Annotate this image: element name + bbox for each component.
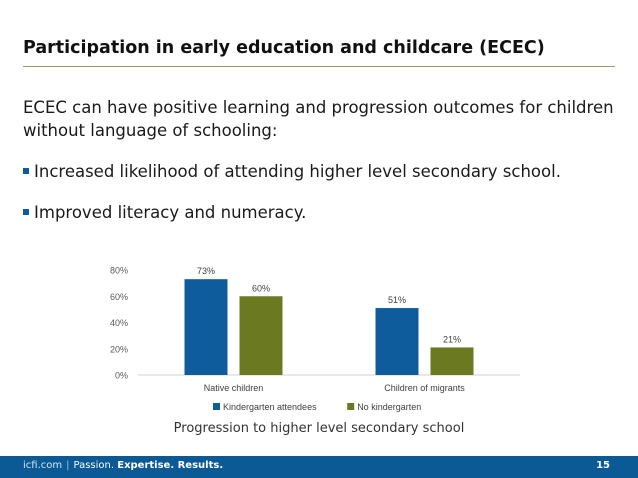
bar-value-label: 21% xyxy=(442,334,462,345)
legend-swatch xyxy=(347,403,354,410)
y-tick-label: 80% xyxy=(109,265,128,276)
slide-title: Participation in early education and childcare (ECEC) xyxy=(23,38,545,58)
bar xyxy=(185,279,228,375)
footer-bar xyxy=(0,456,638,478)
bar-chart xyxy=(0,255,638,420)
bullet-text: Improved literacy and numeracy. xyxy=(34,203,307,222)
bar xyxy=(431,347,474,375)
y-tick-label: 40% xyxy=(109,318,128,328)
x-category-label: Native children xyxy=(203,383,264,393)
intro-text: ECEC can have positive learning and progression outcomes for children without language of schooling: xyxy=(23,98,614,140)
bar-value-label: 73% xyxy=(196,266,216,277)
chart-caption: Progression to higher level secondary school xyxy=(173,421,465,436)
bullet-text: Increased likelihood of attending higher level secondary school. xyxy=(34,162,561,181)
footer-tagline-prefix: Passion. xyxy=(73,460,115,471)
x-category-label: Children of migrants xyxy=(384,383,465,393)
footer-separator: | xyxy=(66,460,70,471)
legend-label: Kindergarten attendees xyxy=(223,402,317,412)
bar-value-label: 51% xyxy=(387,295,407,306)
legend-swatch xyxy=(213,403,220,410)
bar xyxy=(240,296,283,375)
page-number: 15 xyxy=(596,460,610,471)
bar xyxy=(376,308,419,375)
title-divider xyxy=(23,66,615,67)
legend-label: No kindergarten xyxy=(357,402,422,412)
bullet-item xyxy=(23,203,306,222)
bar-value-label: 60% xyxy=(251,283,271,294)
footer-branding xyxy=(23,460,223,471)
bullet-square-icon xyxy=(23,168,29,174)
y-tick-label: 0% xyxy=(114,370,128,381)
footer-site: icfi.com xyxy=(23,460,63,471)
bullet-item xyxy=(23,162,561,181)
y-tick-label: 60% xyxy=(109,291,128,302)
footer-tagline-bold: Expertise. Results. xyxy=(117,460,224,471)
bullet-square-icon xyxy=(23,209,29,215)
y-tick-label: 20% xyxy=(109,344,128,355)
